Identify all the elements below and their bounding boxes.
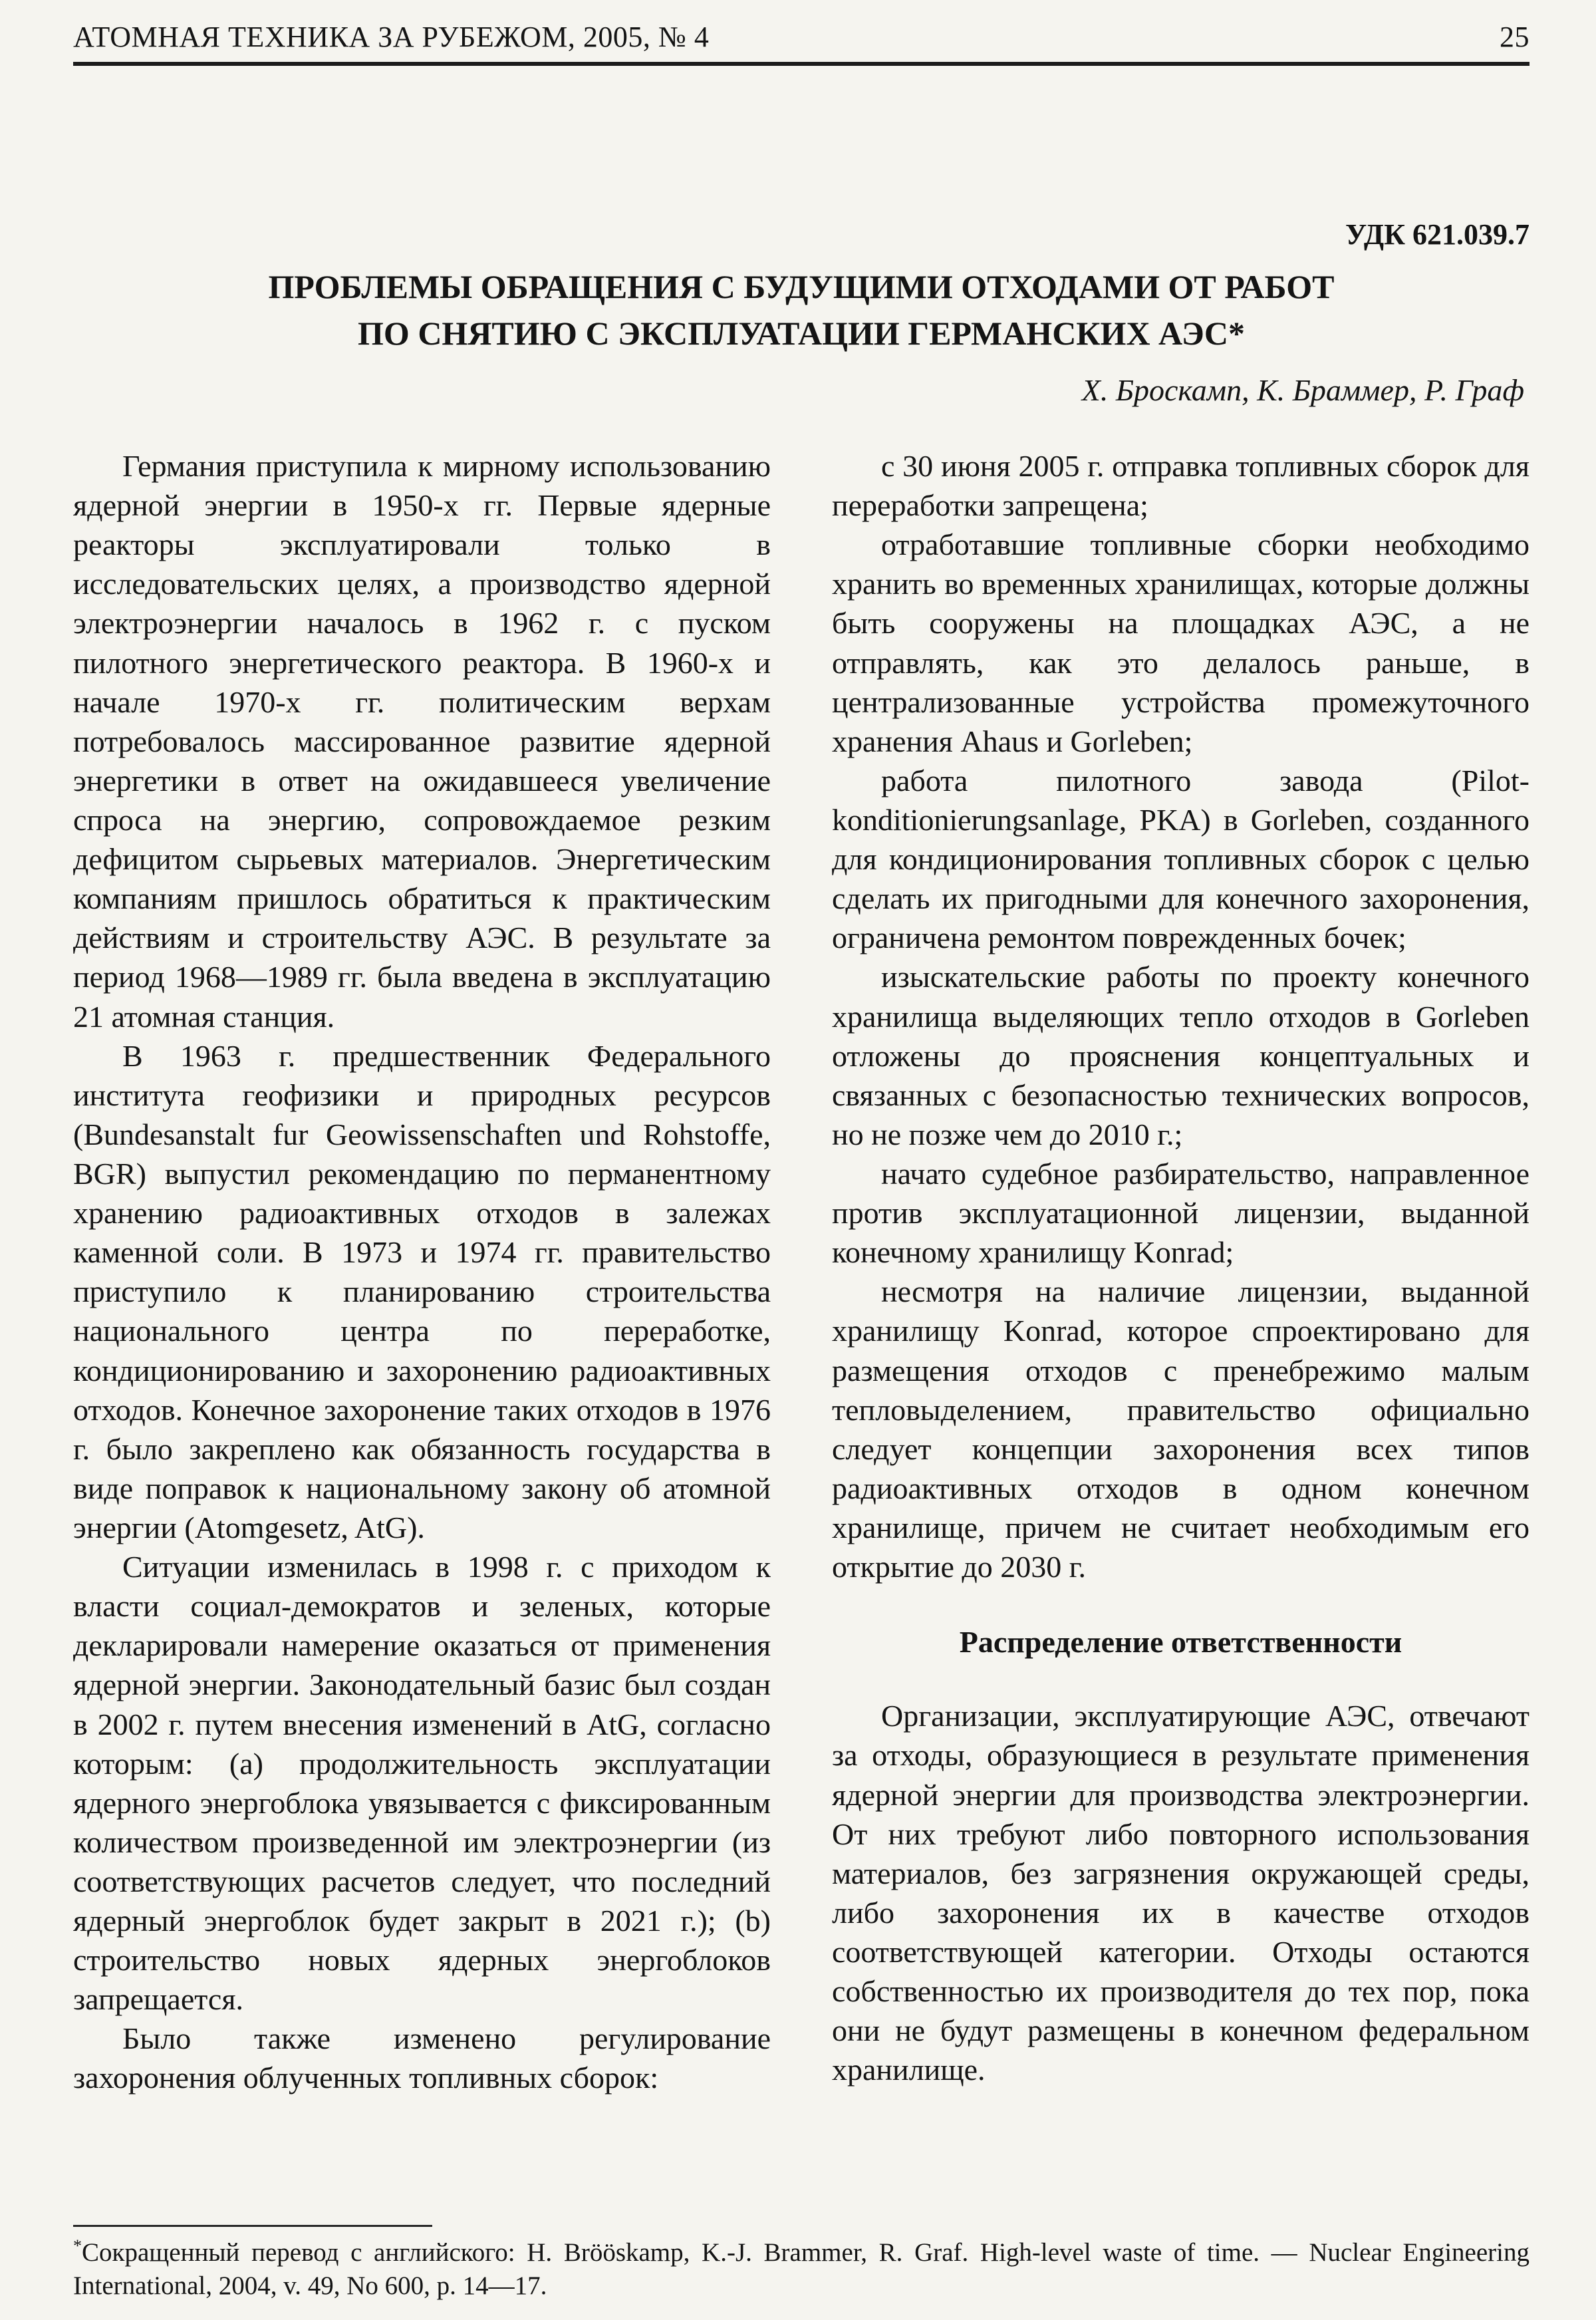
journal-title: АТОМНАЯ ТЕХНИКА ЗА РУБЕЖОМ, 2005, № 4: [73, 21, 710, 53]
section-heading: Распределение ответственности: [959, 1625, 1402, 1660]
footnote-text: Сокращенный перевод с английского: H. Brööskamp, K.-J. Brammer, R. Graf. High-level waste of time. — Nuclear Engineering International, 2004, v. 49, No 600, p. 14—17.: [73, 2238, 1530, 2301]
page-number: 25: [1500, 21, 1530, 53]
paragraph: несмотря на наличие лицензии, выданной хранилищу Konrad, которое спроектировано для размещения отходов с пренебрежимо малым тепловыделением, правительство официально следует концепции захоронения всех типов радиоактивных отходов в одном конечном хранилище, причем не считает необходимым его открытие до 2030 г.: [832, 1274, 1530, 1584]
paragraph: Германия приступила к мирному использованию ядерной энергии в 1950-х гг. Первые ядерные реакторы эксплуатировали только в исследовательских целях, а производство ядерной электроэнергии началось в 1962 г. с пуском пилотного энергетического реактора. В 1960-х и начале 1970-х гг. политическим верхам потребовалось массированное развитие ядерной энергетики в ответ на ожидавшееся увеличение спроса на энергию, сопровождаемое резким дефицитом сырьевых материалов. Энергетическим компаниям пришлось обратиться к практическим действиям и строительству АЭС. В результате за период 1968—1989 гг. была введена в эксплуатацию 21 атомная станция.: [73, 449, 771, 1034]
article-title-line-1: ПРОБЛЕМЫ ОБРАЩЕНИЯ С БУДУЩИМИ ОТХОДАМИ ОТ РАБОТ: [268, 268, 1335, 305]
paragraph: Организации, эксплуатирующие АЭС, отвечают за отходы, образующиеся в результате применения ядерной энергии для производства электроэнергии. От них требуют либо повторного использования материалов, без загрязнения окружающей среды, либо захоронения их в качестве отходов соответствующей категории. Отходы остаются собственностью их производителя до тех пор, пока они не будут размещены в конечном федеральном хранилище.: [832, 1699, 1530, 2087]
column-right: [832, 446, 1530, 2089]
article-title: [73, 263, 1530, 357]
paragraph: с 30 июня 2005 г. отправка топливных сборок для переработки запрещена;: [832, 449, 1530, 523]
footnote-rule: [73, 2225, 432, 2227]
paragraph: отработавшие топливные сборки необходимо хранить во временных хранилищах, которые должны быть сооружены на площадках АЭС, а не отправлять, как это делалось раньше, в централизованные устройства промежуточного хранения Ahaus и Gorleben;: [832, 527, 1530, 758]
header-rule: [73, 62, 1530, 66]
article-title-line-2: ПО СНЯТИЮ С ЭКСПЛУАТАЦИИ ГЕРМАНСКИХ АЭС*: [358, 315, 1245, 352]
column-left: [73, 446, 771, 2098]
paragraph: начато судебное разбирательство, направленное против эксплуатационной лицензии, выданной конечному хранилищу Konrad;: [832, 1156, 1530, 1270]
running-header: [73, 20, 1530, 54]
paragraph: В 1963 г. предшественник Федерального института геофизики и природных ресурсов (Bundesanstalt fur Geowissenschaften und Rohstoffe, BGR) выпустил рекомендацию по перманентному хранению радиоактивных отходов в залежах каменной соли. В 1973 и 1974 гг. правительство приступило к планированию строительства национального центра по переработке, кондиционированию и захоронению радиоактивных отходов. Конечное захоронение таких отходов в 1976 г. было закреплено как обязанность государства в виде поправок к национальному закону об атомной энергии (Atomgesetz, AtG).: [73, 1038, 771, 1544]
footnote-paragraph: [73, 2236, 1530, 2303]
paragraph: изыскательские работы по проекту конечного хранилища выделяющих тепло отходов в Gorleben отложены до прояснения концептуальных и связанных с безопасностью технических вопросов, но не позже чем до 2010 г.;: [832, 960, 1530, 1151]
paragraph: Ситуации изменилась в 1998 г. с приходом к власти социал-демократов и зеленых, которые декларировали намерение оказаться от применения ядерной энергии. Законодательный базис был создан в 2002 г. путем внесения изменений в AtG, согласно которым: (а) продолжительность эксплуатации ядерного энергоблока увязывается с фиксированным количеством произведенной им электроэнергии (из соответствующих расчетов следует, что последний ядерный энергоблок будет закрыт в 2021 г.); (b) строительство новых ядерных энергоблоков запрещается.: [73, 1550, 771, 2017]
article-body: [73, 446, 1530, 2225]
article-authors: Х. Броскамп, К. Браммер, Р. Граф: [1081, 373, 1524, 407]
footnote-marker: *: [73, 2236, 82, 2256]
udk-number: УДК 621.039.7: [1345, 218, 1530, 251]
paragraph: Было также изменено регулирование захоронения облученных топливных сборок:: [73, 2021, 771, 2095]
paragraph: работа пилотного завода (Pilot-konditionierungsanlage, PKA) в Gorleben, созданного для кондиционирования топливных сборок с целью сделать их пригодными для конечного захоронения, ограничена ремонтом поврежденных бочек;: [832, 763, 1530, 955]
footnote: [73, 2225, 1530, 2303]
